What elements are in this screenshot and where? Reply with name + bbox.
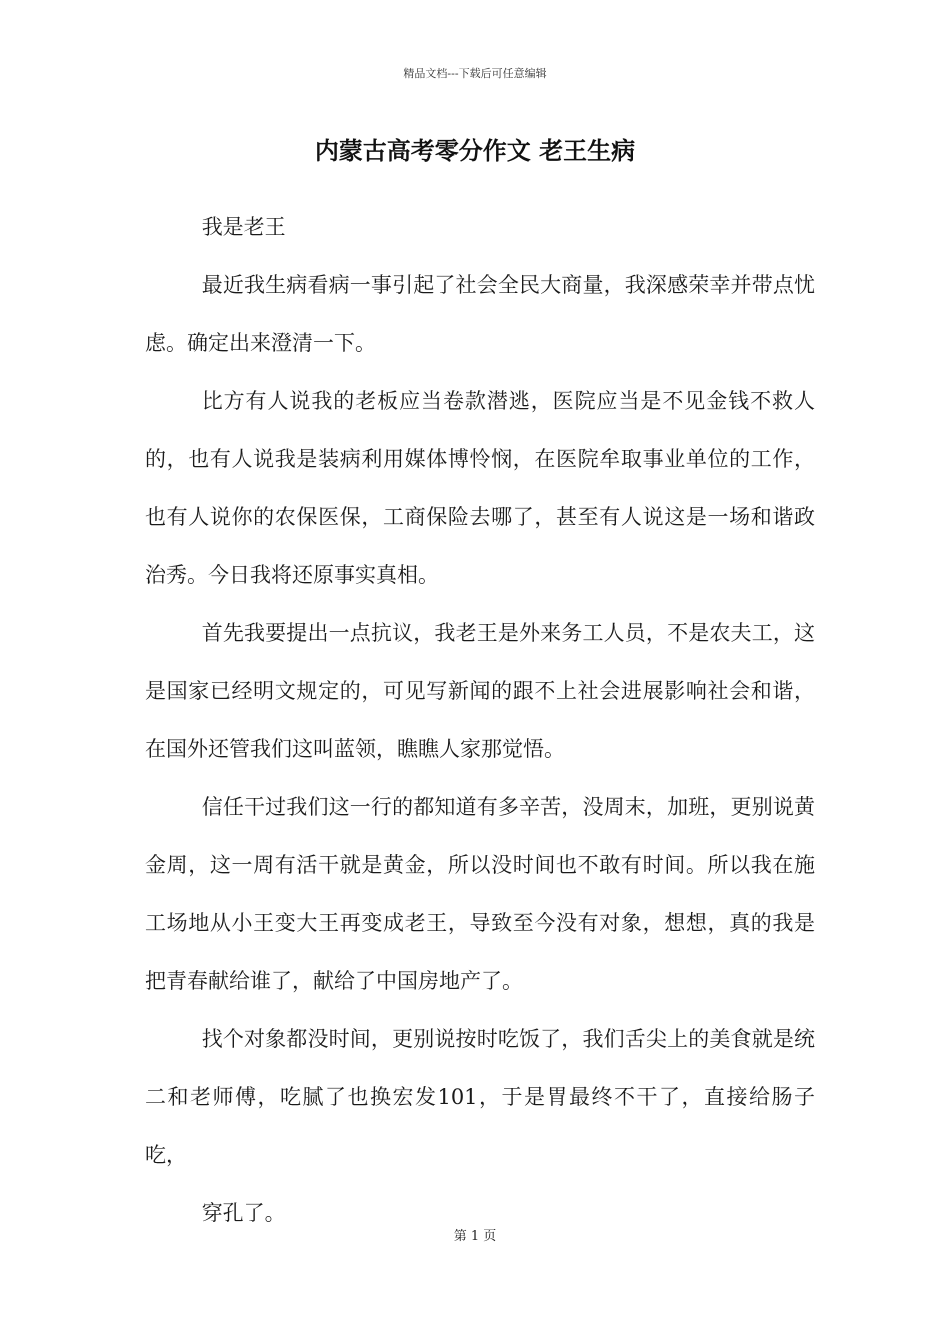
paragraph: 最近我生病看病一事引起了社会全民大商量，我深感荣幸并带点忧虑。确定出来澄清一下。	[145, 273, 815, 355]
document-title: 内蒙古高考零分作文 老王生病	[314, 136, 636, 165]
paragraph: 首先我要提出一点抗议，我老王是外来务工人员，不是农夫工，这是国家已经明文规定的，可见写新闻的跟不上社会进展影响社会和谐，在国外还管我们这叫蓝领，瞧瞧人家那觉悟。	[145, 621, 815, 761]
page-number: 第 1 页	[453, 1229, 497, 1244]
paragraph: 找个对象都没时间，更别说按时吃饭了，我们舌尖上的美食就是统二和老师傅，吃腻了也换宏发101，于是胃最终不干了，直接给肠子吃，	[145, 1027, 815, 1167]
paragraph: 我是老王	[201, 215, 286, 239]
paragraph: 穿孔了。	[201, 1201, 286, 1225]
running-header: 精品文档---下载后可任意编辑	[403, 67, 547, 80]
paragraph: 比方有人说我的老板应当卷款潜逃，医院应当是不见金钱不救人的，也有人说我是装病利用媒体博怜悯，在医院牟取事业单位的工作，也有人说你的农保医保，工商保险去哪了，甚至有人说这是一场和谐政治秀。今日我将还原事实真相。	[145, 389, 815, 587]
paragraph: 信任干过我们这一行的都知道有多辛苦，没周末，加班，更别说黄金周，这一周有活干就是黄金，所以没时间也不敢有时间。所以我在施工场地从小王变大王再变成老王，导致至今没有对象，想想，真的我是把青春献给谁了，献给了中国房地产了。	[145, 795, 815, 993]
document-body	[145, 198, 815, 1242]
